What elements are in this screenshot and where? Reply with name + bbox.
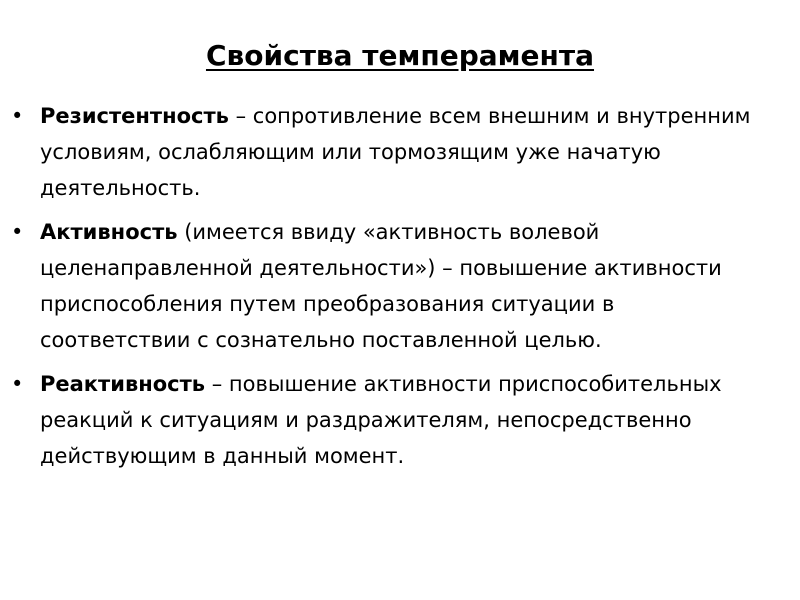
bullet-text: – сопротивление всем внешним и внутренним условиям, ослабляющим или тормозящим уже начатую деятельность. [40, 104, 751, 200]
bullet-dot-icon: • [11, 220, 24, 244]
bullet-list [0, 98, 800, 482]
bullet-item-reactivity [0, 366, 760, 474]
bullet-text: – повышение активности приспособительных реакций к ситуациям и раздражителям, непосредственно действующим в данный момент. [40, 372, 722, 468]
slide-title: Свойства темперамента [205, 39, 595, 72]
bullet-dot-icon: • [11, 372, 24, 396]
bullet-term: Реактивность [40, 372, 206, 396]
bullet-term: Активность [40, 220, 178, 244]
bullet-dot-icon: • [11, 104, 24, 128]
bullet-item-resistance [0, 98, 760, 206]
bullet-item-activity [0, 214, 760, 358]
bullet-term: Резистентность [40, 104, 229, 128]
bullet-text: (имеется ввиду «активность волевой целенаправленной деятельности») – повышение активности приспособления путем преобразования ситуации в соответствии с сознательно поставленной целью. [40, 220, 722, 352]
